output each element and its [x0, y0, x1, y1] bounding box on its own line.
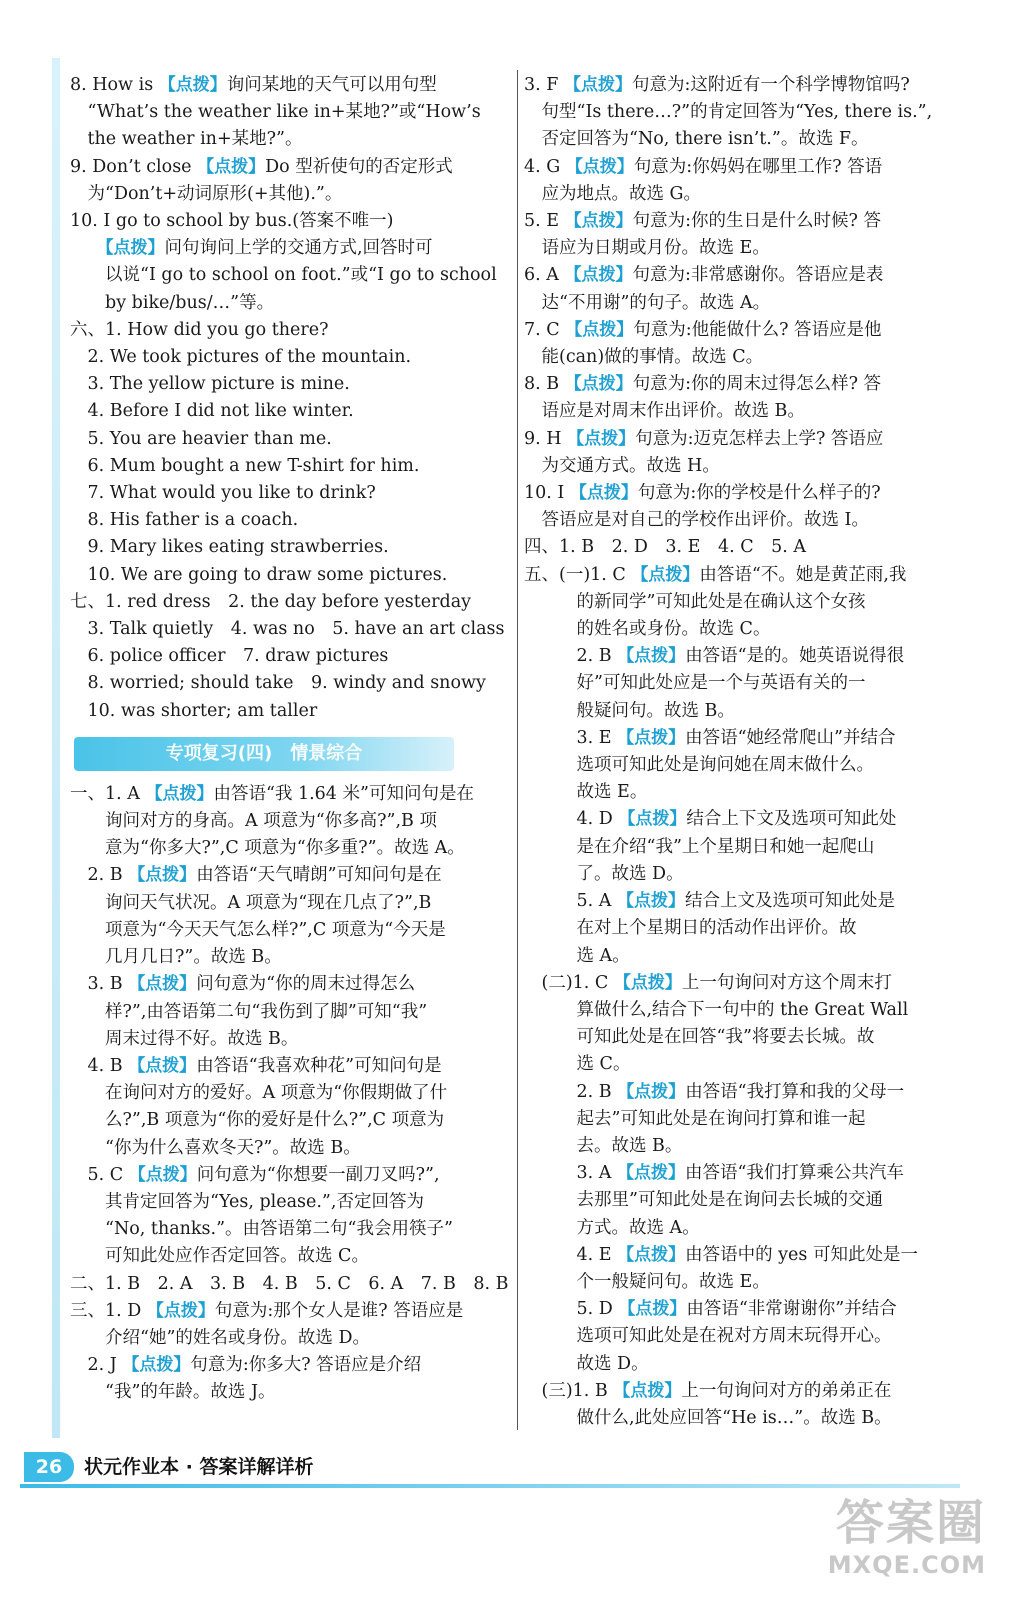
answer-text: 10. was shorter; am taller — [70, 700, 318, 721]
answer-line — [524, 752, 964, 779]
answer-line — [70, 398, 510, 425]
answer-text: 起去”可知此处是在询问打算和谁一起 — [524, 1108, 866, 1129]
answer-line — [70, 1271, 510, 1298]
answer-text: 询问某地的天气可以用句型 — [226, 75, 437, 95]
answer-text: 选 A。 — [524, 945, 630, 966]
answer-line — [70, 698, 510, 725]
answer-text: 介绍“她”的姓名或身份。故选 D。 — [70, 1327, 370, 1348]
answer-text: 句意为:你多大? 答语应是介绍 — [190, 1355, 422, 1376]
answer-line — [524, 562, 964, 589]
answer-text: 的新同学”可知此处是在确认这个女孩 — [524, 591, 866, 612]
answer-line — [524, 1051, 964, 1078]
answer-line — [70, 317, 510, 344]
answer-line — [70, 862, 510, 889]
watermark-site: MXQE.COM — [827, 1551, 986, 1579]
answer-text: “你为什么喜欢冬天?”。故选 B。 — [70, 1137, 361, 1158]
answer-text: 3. B — [70, 974, 129, 995]
answer-line — [70, 208, 510, 235]
answer-text: 达“不用谢”的句子。故选 A。 — [524, 292, 771, 313]
answer-text: 好”可知此处应是一个与英语有关的一 — [524, 673, 866, 694]
answer-line — [524, 643, 964, 670]
margin-strip — [52, 58, 60, 1438]
answer-line — [70, 1298, 510, 1325]
answer-text: 句型“Is there…?”的肯定回答为“Yes, there is.”, — [524, 102, 933, 123]
answer-line — [70, 1107, 510, 1134]
answer-line — [524, 779, 964, 806]
answer-text: 选 C。 — [524, 1054, 631, 1075]
answer-text: 结合上文及选项可知此处是 — [684, 891, 895, 912]
answer-line — [524, 1405, 964, 1432]
answer-text: 句意为:你的周末过得怎么样? 答 — [632, 374, 882, 395]
answer-text: 5. A — [524, 891, 617, 912]
left-answers-2 — [70, 781, 510, 1407]
answer-line — [70, 290, 510, 317]
tip-label: 【点拨】 — [569, 483, 638, 504]
answer-line — [524, 915, 964, 942]
answer-text: 否定回答为“No, there isn’t.”。故选 F。 — [524, 129, 869, 150]
answer-line — [70, 1352, 510, 1379]
answer-line — [70, 1053, 510, 1080]
answer-line — [524, 371, 964, 398]
answer-text: 7. C — [524, 319, 566, 340]
answer-text: 可知此处应作否定回答。故选 C。 — [70, 1246, 369, 1267]
answer-text: 2. B — [70, 865, 129, 886]
footer-rule — [20, 1484, 960, 1488]
answer-line — [524, 861, 964, 888]
tip-label: 【点拨】 — [564, 265, 633, 286]
answer-text: 般疑问句。故选 B。 — [524, 700, 735, 721]
tip-label: 【点拨】 — [613, 1380, 682, 1401]
answer-text: 的姓名或身份。故选 C。 — [524, 619, 771, 640]
tip-label: 【点拨】 — [158, 75, 227, 95]
answer-line — [524, 589, 964, 616]
answer-text: 5. E — [524, 211, 565, 232]
answer-line — [70, 999, 510, 1026]
answer-text: 为“Don’t+动词原形(+其他).”。 — [70, 183, 343, 204]
answer-line — [524, 616, 964, 643]
answer-text: 询问对方的身高。A 项意为“你多高?”,B 项 — [70, 811, 437, 832]
answer-line — [524, 997, 964, 1024]
section-title-banner: 专项复习(四) 情景综合 — [74, 737, 454, 771]
answer-text: 10. I — [524, 483, 570, 504]
tip-label: 【点拨】 — [617, 727, 686, 748]
answer-text: 2. B — [524, 1081, 618, 1102]
answer-line — [524, 453, 964, 480]
answer-text: 10. We are going to draw some pictures. — [70, 564, 448, 585]
answer-line — [524, 1187, 964, 1214]
answer-text: 结合上下文及选项可知此处 — [686, 809, 897, 830]
answer-text: “What’s the weather like in+某地?”或“How’s — [70, 102, 481, 123]
answer-line — [70, 1026, 510, 1053]
answer-text: by bike/bus/…”等。 — [70, 292, 275, 313]
answer-text: 为交通方式。故选 H。 — [524, 455, 720, 476]
answer-text: 3. The yellow picture is mine. — [70, 374, 350, 395]
answer-line — [70, 154, 510, 181]
tip-label: 【点拨】 — [564, 374, 633, 395]
tip-label: 【点拨】 — [128, 1055, 197, 1076]
left-answers-1 — [70, 72, 510, 725]
answer-line — [70, 781, 510, 808]
footer-title: 状元作业本 · 答案详解详析 — [84, 1456, 314, 1478]
watermark-brand: 答案圈 — [835, 1495, 986, 1551]
answer-text: 去。故选 B。 — [524, 1135, 683, 1156]
answer-line — [70, 917, 510, 944]
answer-text: “我”的年龄。故选 J。 — [70, 1382, 276, 1403]
answer-text: 故选 E。 — [524, 782, 648, 803]
answer-line — [524, 181, 964, 208]
answer-text: 答语应是对自己的学校作出评价。故选 I。 — [524, 510, 869, 531]
answer-text: 句意为:迈克怎样去上学? 答语应 — [635, 428, 884, 449]
tip-label: 【点拨】 — [617, 646, 686, 667]
answer-line — [524, 725, 964, 752]
answer-line — [524, 1296, 964, 1323]
answer-text: 句意为:你妈妈在哪里工作? 答语 — [633, 156, 883, 177]
answer-line — [70, 1325, 510, 1352]
answer-text: 由答语“她经常爬山”并结合 — [685, 727, 896, 748]
answer-text: 样?”,由答语第二句“我伤到了脚”可知“我” — [70, 1001, 428, 1022]
tip-label: 【点拨】 — [197, 156, 266, 177]
answer-text: 三、1. D — [70, 1300, 147, 1321]
answer-text: 9. Mary likes eating strawberries. — [70, 537, 389, 558]
answer-line — [70, 507, 510, 534]
tip-label: 【点拨】 — [631, 564, 700, 585]
tip-label: 【点拨】 — [613, 972, 682, 993]
answer-text: 上一句询问对方的弟弟正在 — [681, 1380, 892, 1401]
answer-text: 可知此处是在回答“我”将要去长城。故 — [524, 1027, 875, 1048]
answer-text: 句意为:非常感谢你。答语应是表 — [632, 265, 884, 286]
answer-line — [524, 507, 964, 534]
answer-text: 意为“你多大?”,C 项意为“你多重?”。故选 A。 — [70, 838, 465, 859]
answer-line — [524, 99, 964, 126]
answer-text: 由答语“不。她是黄芷雨,我 — [699, 564, 907, 585]
answer-line — [70, 181, 510, 208]
answer-text: 4. E — [524, 1244, 618, 1265]
answer-line — [70, 534, 510, 561]
answer-line — [524, 344, 964, 371]
answer-line — [70, 1189, 510, 1216]
answer-line — [524, 208, 964, 235]
answer-text: 选项可知此处是询问她在周末做什么。 — [524, 755, 874, 776]
answer-text: 8. B — [524, 374, 565, 395]
answer-text: 由答语“我 1.64 米”可知问句是在 — [213, 783, 474, 804]
answer-text: 句意为:那个女人是谁? 答语应是 — [214, 1300, 464, 1321]
left-column — [70, 72, 510, 1407]
answer-line — [70, 1162, 510, 1189]
answer-text: 选项可知此处是在祝对方周末玩得开心。 — [524, 1326, 892, 1347]
answer-text: 3. E — [524, 727, 618, 748]
answer-line — [524, 670, 964, 697]
answer-line — [524, 970, 964, 997]
answer-line — [70, 1135, 510, 1162]
tip-label: 【点拨】 — [567, 428, 636, 449]
answer-text: 询问天气状况。A 项意为“现在几点了?”,B — [70, 892, 432, 913]
answer-line — [70, 616, 510, 643]
answer-text: 句意为:他能做什么? 答语应是他 — [633, 319, 882, 340]
answer-text: 语应为日期或月份。故选 E。 — [524, 238, 770, 259]
answer-line — [70, 1080, 510, 1107]
answer-line — [70, 890, 510, 917]
tip-label: 【点拨】 — [128, 865, 197, 886]
answer-line — [70, 835, 510, 862]
answer-line — [524, 126, 964, 153]
answer-text: 在对上个星期日的活动作出评价。故 — [524, 918, 857, 939]
answer-text: 做什么,此处应回答“He is…”。故选 B。 — [524, 1407, 892, 1428]
answer-text: 3. Talk quietly 4. was no 5. have an art class — [70, 619, 505, 640]
tip-label: 【点拨】 — [563, 75, 632, 95]
tip-label: 【点拨】 — [105, 238, 165, 259]
answer-text: the weather in+某地?”。 — [70, 129, 303, 150]
answer-text: 由答语“我打算和我的父母一 — [685, 1081, 905, 1102]
answer-line — [524, 1351, 964, 1378]
answer-line — [524, 534, 964, 561]
answer-text: 4. B — [70, 1055, 129, 1076]
answer-text: 9. Don’t close — [70, 156, 198, 177]
answer-line — [70, 426, 510, 453]
answer-text: 七、1. red dress 2. the day before yesterday — [70, 591, 472, 612]
answer-text: “No, thanks.”。由答语第二句“我会用筷子” — [70, 1219, 453, 1240]
tip-label: 【点拨】 — [122, 1355, 191, 1376]
answer-text: 故选 D。 — [524, 1353, 649, 1374]
answer-text: 其肯定回答为“Yes, please.”,否定回答为 — [70, 1191, 424, 1212]
watermark-logo — [786, 1495, 986, 1585]
answer-text: 四、1. B 2. D 3. E 4. C 5. A — [524, 537, 806, 558]
answer-line — [70, 126, 510, 153]
answer-line — [524, 1378, 964, 1405]
answer-line — [524, 262, 964, 289]
answer-text: 方式。故选 A。 — [524, 1217, 700, 1238]
tip-label: 【点拨】 — [565, 319, 634, 340]
tip-label: 【点拨】 — [618, 809, 687, 830]
tip-label: 【点拨】 — [145, 783, 214, 804]
answer-text: 算做什么,结合下一句中的 the Great Wall — [524, 999, 909, 1020]
answer-line — [524, 1106, 964, 1133]
answer-text: 五、(一)1. C — [524, 564, 632, 585]
answer-line — [70, 72, 510, 99]
answer-text: 问句意为“你的周末过得怎么 — [196, 974, 416, 995]
answer-line — [70, 235, 510, 262]
answer-text: 么?”,B 项意为“你的爱好是什么?”,C 项意为 — [70, 1110, 445, 1131]
answer-text: 8. worried; should take 9. windy and snowy — [70, 673, 486, 694]
answer-line — [524, 888, 964, 915]
column-divider — [517, 70, 518, 1430]
answer-text: 句意为:这附近有一个科学博物馆吗? — [631, 75, 910, 95]
answer-text: 8. How is — [70, 75, 159, 95]
tip-label: 【点拨】 — [616, 891, 685, 912]
answer-line — [524, 806, 964, 833]
tip-label: 【点拨】 — [617, 1244, 686, 1265]
answer-line — [524, 398, 964, 425]
answer-text: 一、1. A — [70, 783, 146, 804]
answer-text: 由答语“我们打算乘公共汽车 — [684, 1163, 904, 1184]
right-answers — [524, 72, 964, 1432]
answer-line — [70, 944, 510, 971]
answer-line — [524, 1133, 964, 1160]
answer-text: (二)1. C — [524, 972, 614, 993]
answer-text: 项意为“今天天气怎么样?”,C 项意为“今天是 — [70, 919, 446, 940]
answer-line — [524, 698, 964, 725]
answer-text: 由答语中的 yes 可知此处是一 — [685, 1244, 918, 1265]
answer-text: 去那里”可知此处是在询问去长城的交通 — [524, 1190, 883, 1211]
answer-line — [524, 1024, 964, 1051]
answer-line — [70, 1379, 510, 1406]
answer-line — [70, 1243, 510, 1270]
answer-text: 7. What would you like to drink? — [70, 483, 376, 504]
answer-text: 9. H — [524, 428, 568, 449]
answer-text: (三)1. B — [524, 1380, 614, 1401]
answer-text: 由答语“是的。她英语说得很 — [685, 646, 905, 667]
answer-text: 4. Before I did not like winter. — [70, 401, 354, 422]
answer-line — [524, 72, 964, 99]
answer-text: 5. D — [524, 1299, 619, 1320]
answer-text: 在询问对方的爱好。A 项意为“你假期做了什 — [70, 1083, 448, 1104]
answer-line — [70, 99, 510, 126]
answer-text: 个一般疑问句。故选 E。 — [524, 1271, 770, 1292]
answer-line — [524, 290, 964, 317]
answer-text: 了。故选 D。 — [524, 863, 684, 884]
answer-text: 4. D — [524, 809, 619, 830]
answer-text: 3. F — [524, 75, 564, 95]
answer-text: 上一句询问对方这个周末打 — [681, 972, 892, 993]
answer-text: 句意为:你的学校是什么样子的? — [637, 483, 881, 504]
answer-text: 由答语“天气晴朗”可知问句是在 — [196, 865, 442, 886]
answer-text: 2. B — [524, 646, 618, 667]
answer-line — [524, 235, 964, 262]
tip-label: 【点拨】 — [565, 156, 634, 177]
tip-label: 【点拨】 — [128, 1164, 197, 1185]
answer-text: 语应是对周末作出评价。故选 B。 — [524, 401, 805, 422]
answer-line — [70, 480, 510, 507]
answer-text: 5. C — [70, 1164, 129, 1185]
answer-line — [70, 971, 510, 998]
answer-line — [524, 1242, 964, 1269]
answer-text: 5. You are heavier than me. — [70, 428, 332, 449]
page-number: 26 — [24, 1452, 74, 1482]
answer-line — [70, 344, 510, 371]
answer-text: 是在介绍“我”上个星期日和她一起爬山 — [524, 836, 875, 857]
answer-text: 问句询问上学的交通方式,回答时可 — [164, 238, 433, 259]
answer-text: 3. A — [524, 1163, 617, 1184]
answer-line — [524, 480, 964, 507]
answer-text: 6. police officer 7. draw pictures — [70, 646, 389, 667]
answer-line — [70, 262, 510, 289]
answer-text: 周末过得不好。故选 B。 — [70, 1028, 299, 1049]
answer-line — [70, 670, 510, 697]
answer-line — [524, 834, 964, 861]
tip-label: 【点拨】 — [564, 211, 633, 232]
answer-line — [524, 1269, 964, 1296]
answer-text — [70, 238, 105, 258]
tip-label: 【点拨】 — [616, 1163, 685, 1184]
answer-line — [524, 1160, 964, 1187]
answer-text: 由答语“非常谢谢你”并结合 — [686, 1299, 897, 1320]
answer-text: 能(can)做的事情。故选 C。 — [524, 347, 764, 368]
answer-line — [70, 453, 510, 480]
right-column — [524, 72, 964, 1432]
answer-line — [70, 643, 510, 670]
answer-line — [524, 154, 964, 181]
answer-text: 六、1. How did you go there? — [70, 319, 329, 340]
answer-line — [524, 1323, 964, 1350]
answer-text: 2. J — [70, 1355, 123, 1376]
answer-text: 应为地点。故选 G。 — [524, 183, 702, 204]
answer-text: 问句意为“你想要一副刀叉吗?”, — [196, 1164, 440, 1185]
answer-text: 8. His father is a coach. — [70, 510, 299, 531]
answer-line — [524, 317, 964, 344]
answer-line — [70, 589, 510, 616]
answer-text: 6. A — [524, 265, 565, 286]
answer-text: 2. We took pictures of the mountain. — [70, 347, 412, 368]
answer-line — [524, 1215, 964, 1242]
answer-text: 由答语“我喜欢种花”可知问句是 — [196, 1055, 442, 1076]
answer-line — [70, 808, 510, 835]
answer-line — [70, 562, 510, 589]
answer-line — [524, 943, 964, 970]
answer-text: 以说“I go to school on foot.”或“I go to school — [70, 265, 497, 286]
answer-text: 10. I go to school by bus.(答案不唯一) — [70, 211, 394, 232]
tip-label: 【点拨】 — [146, 1300, 215, 1321]
tip-label: 【点拨】 — [618, 1299, 687, 1320]
answer-text: Do 型祈使句的否定形式 — [265, 156, 453, 177]
answer-text: 句意为:你的生日是什么时候? 答 — [632, 211, 881, 232]
answer-text: 4. G — [524, 156, 566, 177]
answer-line — [70, 371, 510, 398]
tip-label: 【点拨】 — [617, 1081, 686, 1102]
answer-line — [524, 1079, 964, 1106]
answer-text: 二、1. B 2. A 3. B 4. B 5. C 6. A 7. B 8. B — [70, 1273, 509, 1294]
answer-text: 几月几日?”。故选 B。 — [70, 947, 282, 968]
answer-line — [70, 1216, 510, 1243]
answer-text: 6. Mum bought a new T-shirt for him. — [70, 455, 420, 476]
tip-label: 【点拨】 — [128, 974, 197, 995]
answer-line — [524, 426, 964, 453]
